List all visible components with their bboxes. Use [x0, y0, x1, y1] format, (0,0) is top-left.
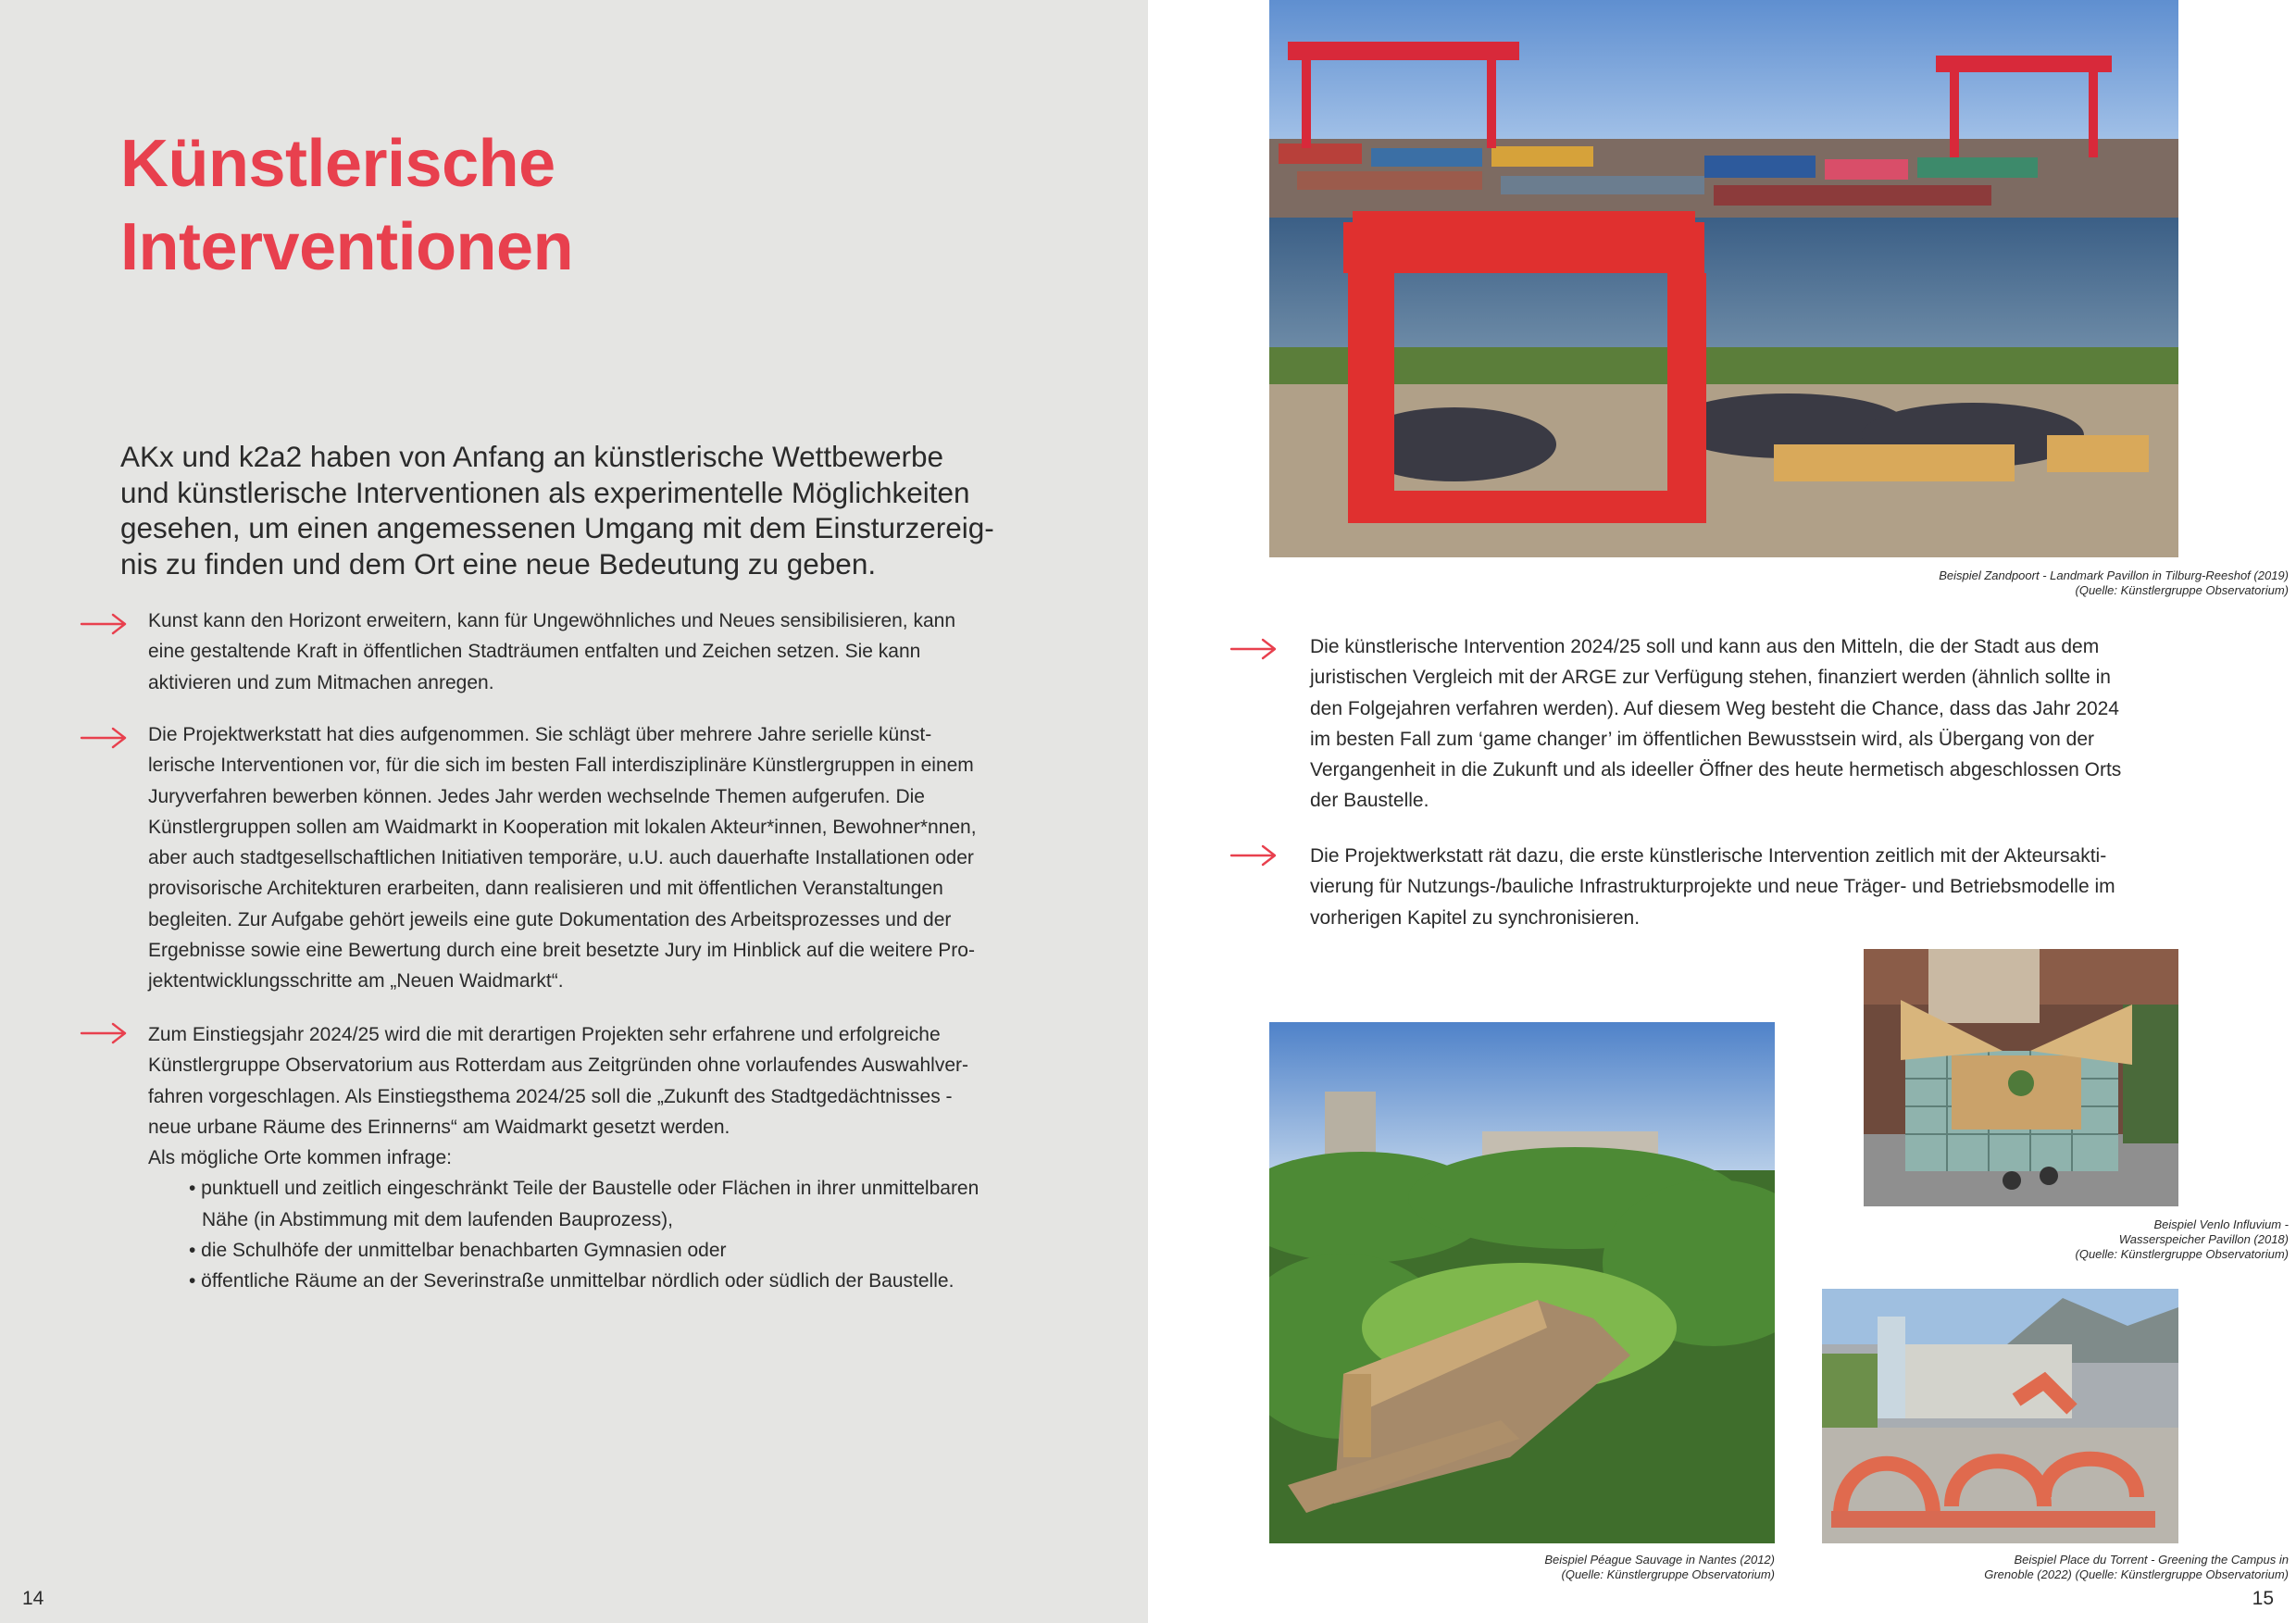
caption-nantes: [1544, 1553, 1775, 1582]
text-line: juristischen Vergleich mit der ARGE zur Verfügung stehen, finanziert werden (ähnlich sollte in: [1310, 667, 2111, 689]
text-line: Künstlergruppe Observatorium aus Rotterdam aus Zeitgründen ohne vorlaufendes Auswahlver-: [148, 1055, 968, 1077]
caption-line: Beispiel Zandpoort - Landmark Pavillon in Tilburg-Reeshof (2019): [1939, 568, 2289, 582]
caption-line: (Quelle: Künstlergruppe Observatorium): [2075, 1247, 2289, 1261]
right-page: [1148, 0, 2296, 1623]
text-line: Die künstlerische Intervention 2024/25 soll und kann aus den Mitteln, die der Stadt aus dem: [1310, 636, 2100, 657]
intro-line: und künstlerische Interventionen als experimentelle Möglichkeiten: [120, 475, 970, 509]
intro-line: gesehen, um einen angemessenen Umgang mit dem Einsturzereig-: [120, 511, 994, 544]
text-line: jektentwicklungsschritte am „Neuen Waidmarkt“.: [148, 970, 564, 993]
bullet-item-continuation: Nähe (in Abstimmung mit dem laufenden Bauprozess),: [202, 1208, 673, 1230]
title-line-2: Interventionen: [120, 210, 574, 284]
bullet-item: • punktuell und zeitlich eingeschränkt Teile der Baustelle oder Flächen in ihrer unmittelbaren: [189, 1178, 980, 1200]
arrow-right-icon: [1229, 843, 1278, 868]
caption-grenoble: [1984, 1553, 2289, 1582]
photo-zandpoort-pavilion: [1269, 0, 2178, 557]
caption-venlo: [2076, 1217, 2290, 1262]
intro-line: AKx und k2a2 haben von Anfang an künstlerische Wettbewerbe: [120, 440, 944, 473]
text-line: Zum Einstiegsjahr 2024/25 wird die mit derartigen Projekten sehr erfahrene und erfolgreiche: [148, 1024, 941, 1045]
bullet-item: • öffentliche Räume an der Severinstraße unmittelbar nördlich oder südlich der Baustelle.: [189, 1270, 955, 1292]
text-line: Vergangenheit in die Zukunft und als ideeller Öffner des heute hermetisch abgeschlossen Orts: [1310, 759, 2122, 781]
paragraph-projektwerkstatt: [148, 719, 1055, 997]
text-line: den Folgejahren verfahren werden). Auf diesem Weg besteht die Chance, dass das Jahr 2024: [1310, 697, 2119, 719]
text-line: vierung für Nutzungs-/bauliche Infrastrukturprojekte und neue Träger- und Betriebsmodelle im: [1310, 876, 2115, 898]
text-line: im besten Fall zum ‘game changer’ im öffentlichen Bewusstsein wird, als Übergang von der: [1310, 728, 2095, 750]
text-line: provisorische Architekturen erarbeiten, dann realisieren und mit öffentlichen Veranstaltungen: [148, 878, 943, 900]
paragraph-einstiegsjahr: [148, 1019, 1055, 1297]
text-line: Als mögliche Orte kommen infrage:: [148, 1147, 452, 1169]
text-line: Künstlergruppen sollen am Waidmarkt in Kooperation mit lokalen Akteur*innen, Bewohner*nnen,: [148, 816, 977, 838]
title-line-1: Künstlerische: [120, 127, 555, 201]
page-title: [120, 122, 573, 289]
text-line: Kunst kann den Horizont erweitern, kann für Ungewöhnliches und Neues sensibilisieren, kann: [148, 610, 956, 631]
text-line: vorherigen Kapitel zu synchronisieren.: [1310, 906, 1641, 929]
caption-line: Beispiel Péague Sauvage in Nantes (2012): [1544, 1553, 1775, 1567]
photo-grenoble-place-du-torrent: [1822, 1289, 2178, 1543]
page-number-left: 14: [22, 1588, 44, 1609]
caption-line: Beispiel Place du Torrent - Greening the Campus in: [2014, 1553, 2289, 1567]
text-line: lerische Interventionen vor, für die sich im besten Fall interdisziplinäre Künstlergruppen in einem: [148, 755, 974, 777]
caption-line: Wasserspeicher Pavillon (2018): [2118, 1232, 2289, 1246]
caption-zandpoort: [1939, 568, 2289, 598]
text-line: Ergebnisse sowie eine Bewertung durch eine breit besetzte Jury im Hinblick auf die weitere Pro-: [148, 940, 975, 962]
arrow-right-icon: [80, 726, 128, 750]
bullet-item: • die Schulhöfe der unmittelbar benachbarten Gymnasien oder: [189, 1240, 727, 1262]
text-line: begleiten. Zur Aufgabe gehört jeweils eine gute Dokumentation des Arbeitsprozesses und der: [148, 908, 952, 930]
paragraph-financing: [1310, 631, 2236, 817]
arrow-right-icon: [1229, 637, 1278, 661]
caption-line: (Quelle: Künstlergruppe Observatorium): [2075, 583, 2289, 597]
arrow-right-icon: [80, 612, 128, 636]
text-line: Die Projektwerkstatt rät dazu, die erste künstlerische Intervention zeitlich mit der Akteursakti-: [1310, 845, 2107, 867]
photo-nantes-peague-sauvage: [1269, 1022, 1775, 1543]
arrow-right-icon: [80, 1021, 128, 1045]
caption-line: (Quelle: Künstlergruppe Observatorium): [1561, 1567, 1775, 1581]
text-line: aktivieren und zum Mitmachen anregen.: [148, 671, 494, 693]
text-line: fahren vorgeschlagen. Als Einstiegsthema 2024/25 soll die „Zukunft des Stadtgedächtnisses -: [148, 1085, 953, 1107]
caption-line: Grenoble (2022) (Quelle: Künstlergruppe Observatorium): [1984, 1567, 2289, 1581]
intro-line: nis zu finden und dem Ort eine neue Bedeutung zu geben.: [120, 546, 877, 581]
caption-line: Beispiel Venlo Influvium -: [2153, 1217, 2289, 1231]
text-line: eine gestaltende Kraft in öffentlichen Stadträumen entfalten und Zeichen setzen. Sie kann: [148, 641, 921, 663]
text-line: Juryverfahren bewerben können. Jedes Jahr werden wechselnde Themen aufgerufen. Die: [148, 785, 925, 807]
text-line: der Baustelle.: [1310, 790, 1429, 812]
intro-text: [120, 439, 1055, 581]
paragraph-synchronisation: [1310, 841, 2236, 933]
text-line: aber auch stadtgesellschaftlichen Initiativen temporäre, u.U. auch dauerhafte Installationen oder: [148, 847, 974, 869]
page-number-right: 15: [2252, 1588, 2274, 1609]
text-line: Die Projektwerkstatt hat dies aufgenommen. Sie schlägt über mehrere Jahre serielle künst-: [148, 724, 932, 745]
paragraph-art-potential: [148, 606, 1055, 698]
photo-venlo-influvium: [1864, 949, 2178, 1206]
text-line: neue urbane Räume des Erinnerns“ am Waidmarkt gesetzt werden.: [148, 1116, 730, 1138]
